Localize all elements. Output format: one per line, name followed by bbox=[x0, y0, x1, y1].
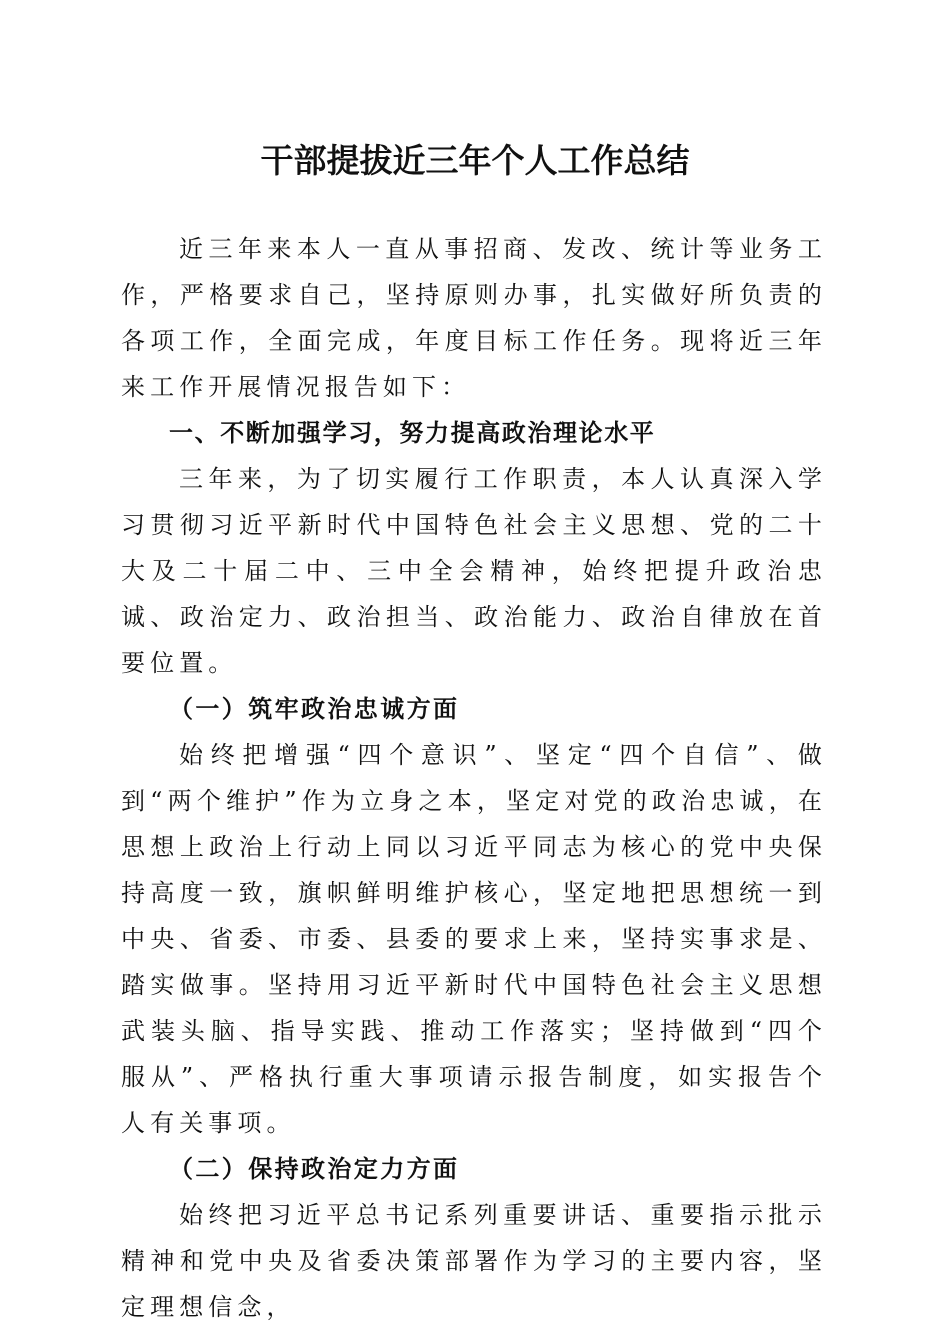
subsection-1-paragraph: 始终把增强“四个意识”、坚定“四个自信”、做到“两个维护”作为立身之本，坚定对党的政治忠诚，在思想上政治上行动上同以习近平同志为核心的党中央保持高度一致，旗帜鲜明维护核心，坚定地把思想统一到中央、省委、市委、县委的要求上来，坚持实事求是、踏实做事。坚持用习近平新时代中国特色社会主义思想武装头脑、指导实践、推动工作落实；坚持做到“四个服从”、严格执行重大事项请示报告制度，如实报告个人有关事项。 bbox=[121, 741, 827, 1137]
section-1-paragraph: 三年来，为了切实履行工作职责，本人认真深入学习贯彻习近平新时代中国特色社会主义思想、党的二十大及二十届二中、三中全会精神，始终把提升政治忠诚、政治定力、政治担当、政治能力、政治自律放在首要位置。 bbox=[121, 465, 827, 677]
intro-paragraph: 近三年来本人一直从事招商、发改、统计等业务工作，严格要求自己，坚持原则办事，扎实做好所负责的各项工作，全面完成，年度目标工作任务。现将近三年来工作开展情况报告如下： bbox=[121, 235, 827, 401]
subsection-2-heading: （二）保持政治定力方面 bbox=[169, 1154, 460, 1183]
section-1-heading: 一、不断加强学习，努力提高政治理论水平 bbox=[169, 419, 656, 447]
document-body bbox=[121, 226, 827, 1330]
document-title: 干部提拔近三年个人工作总结 bbox=[260, 141, 690, 180]
subsection-1-heading: （一）筑牢政治忠诚方面 bbox=[169, 694, 460, 723]
subsection-2-paragraph: 始终把习近平总书记系列重要讲话、重要指示批示精神和党中央及省委决策部署作为学习的主要内容，坚定理想信念， bbox=[121, 1201, 827, 1321]
